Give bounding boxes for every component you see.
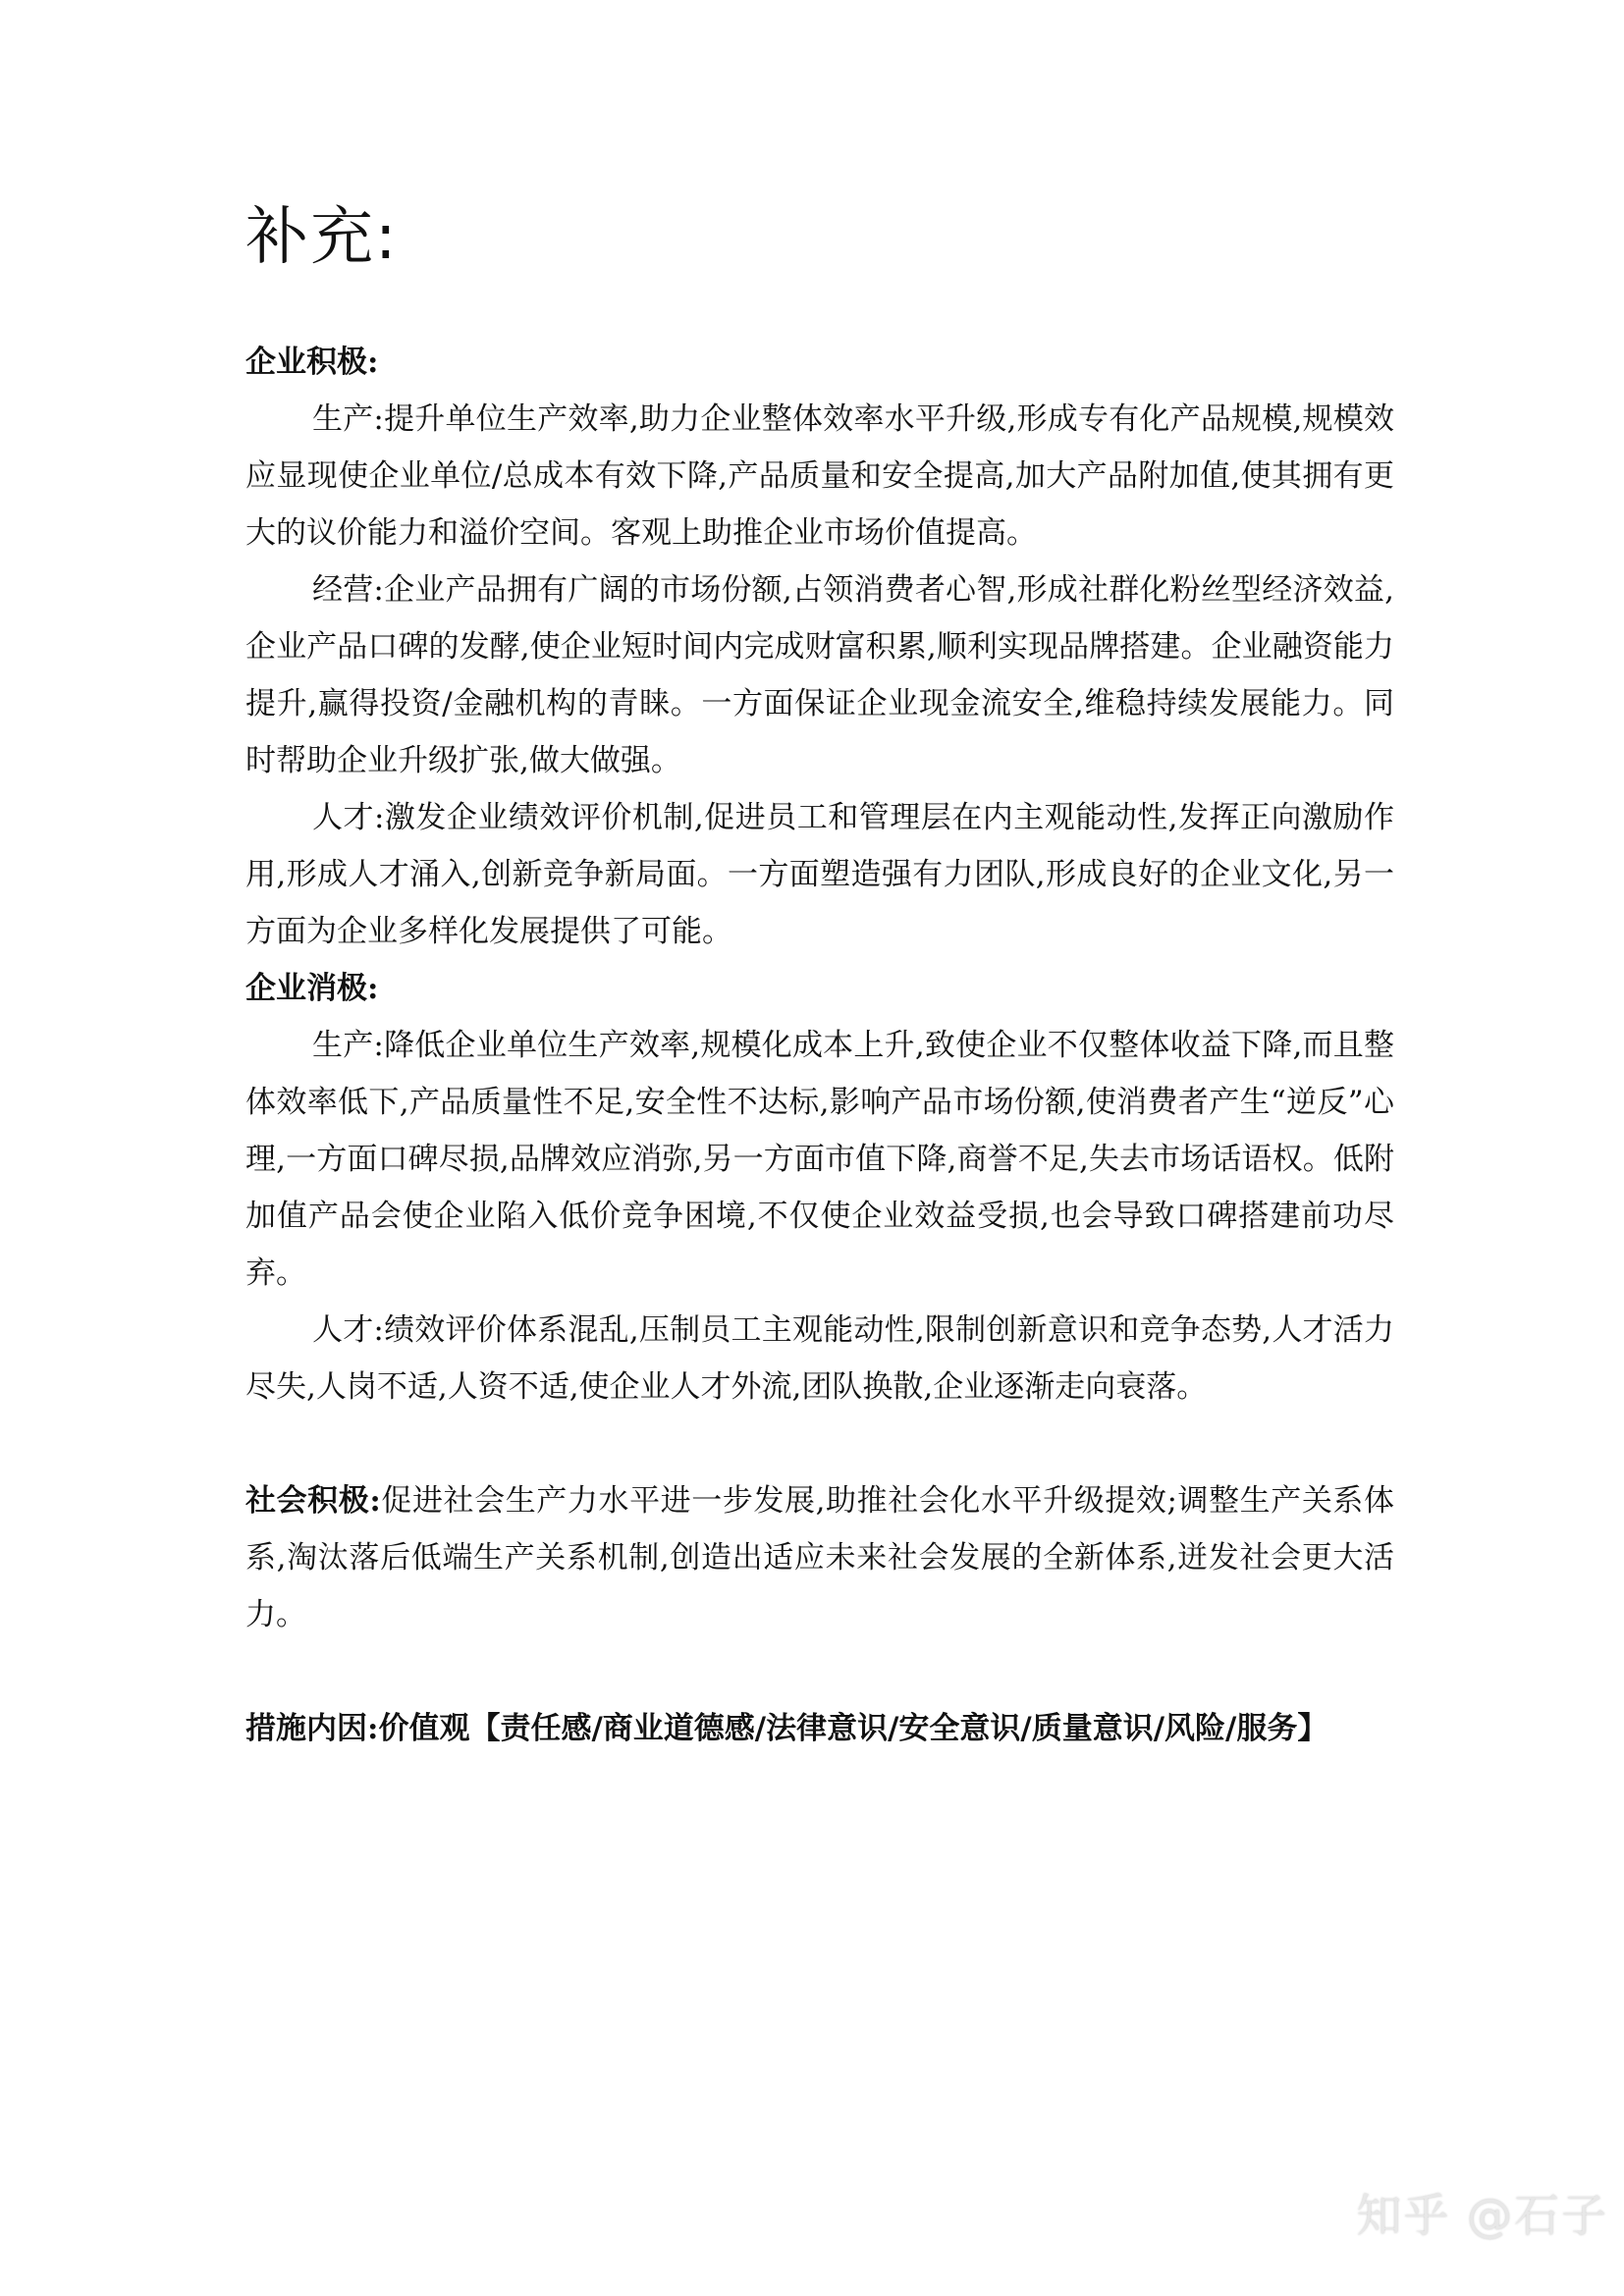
paragraph-production: 生产:提升单位生产效率,助力企业整体效率水平升级,形成专有化产品规模,规模效应显现使企业单位/总成本有效下降,产品质量和安全提高,加大产品附加值,使其拥有更大的议价能力和溢价空间。客观上助推企业市场价值提高。: [245, 401, 1394, 551]
measures-section: [245, 1700, 1394, 1757]
document-body: [245, 334, 1394, 1757]
page-title: 补充:: [245, 201, 399, 274]
section-text: 促进社会生产力水平进一步发展,助推社会化水平升级提效;调整生产关系体系,淘汰落后低端生产关系机制,创造出适应未来社会发展的全新体系,迸发社会更大活力。: [245, 1483, 1394, 1632]
spacer: [245, 1643, 1394, 1700]
enterprise-positive-section: [245, 334, 1394, 960]
enterprise-negative-section: [245, 960, 1394, 1415]
watermark: 知乎 @石子: [1356, 2189, 1608, 2242]
spacer: [245, 1415, 1394, 1472]
section-heading: 企业消极:: [245, 971, 379, 1006]
paragraph-talent: 人才:激发企业绩效评价机制,促进员工和管理层在内主观能动性,发挥正向激励作用,形成人才涌入,创新竞争新局面。一方面塑造强有力团队,形成良好的企业文化,另一方面为企业多样化发展提供了可能。: [245, 800, 1394, 949]
society-positive-section: [245, 1472, 1394, 1643]
section-heading: 企业积极:: [245, 345, 379, 380]
paragraph-talent: 人才:绩效评价体系混乱,压制员工主观能动性,限制创新意识和竞争态势,人才活力尽失,人岗不适,人资不适,使企业人才外流,团队换散,企业逐渐走向衰落。: [245, 1312, 1394, 1405]
paragraph-operation: 经营:企业产品拥有广阔的市场份额,占领消费者心智,形成社群化粉丝型经济效益,企业产品口碑的发酵,使企业短时间内完成财富积累,顺利实现品牌搭建。企业融资能力提升,赢得投资/金融机构的青睐。一方面保证企业现金流安全,维稳持续发展能力。同时帮助企业升级扩张,做大做强。: [245, 572, 1394, 778]
society-paragraph: [245, 1472, 1394, 1643]
section-lead: 社会积极:: [245, 1483, 381, 1519]
paragraph-production: 生产:降低企业单位生产效率,规模化成本上升,致使企业不仅整体收益下降,而且整体效率低下,产品质量性不足,安全性不达标,影响产品市场份额,使消费者产生“逆反”心理,一方面口碑尽损,品牌效应消弥,另一方面市值下降,商誉不足,失去市场话语权。低附加值产品会使企业陷入低价竞争困境,不仅使企业效益受损,也会导致口碑搭建前功尽弃。: [245, 1028, 1394, 1291]
measures-paragraph: 措施内因:价值观【责任感/商业道德感/法律意识/安全意识/质量意识/风险/服务】: [245, 1711, 1328, 1746]
